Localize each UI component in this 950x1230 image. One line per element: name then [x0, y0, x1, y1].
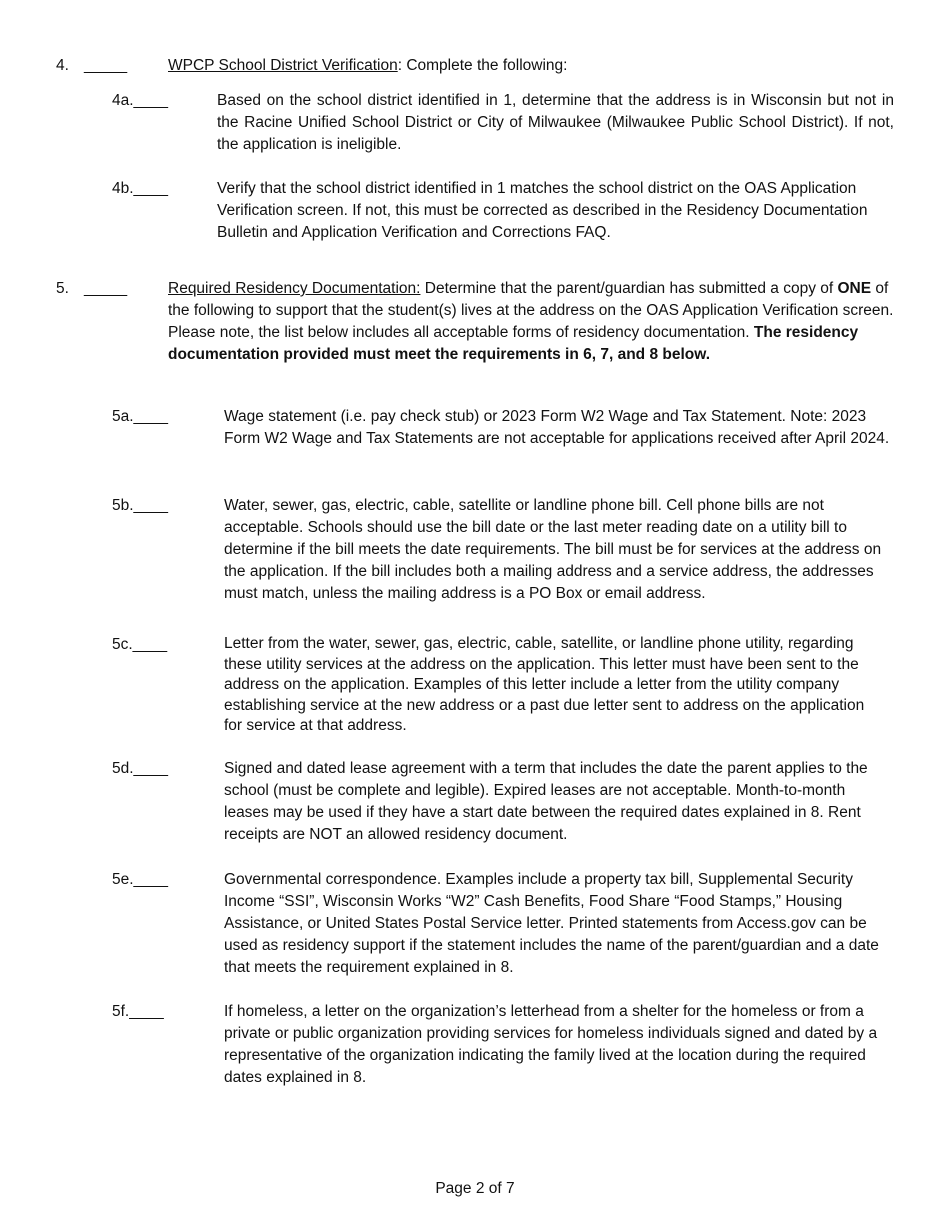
item-5f-label[interactable]: 5f.____ [112, 1003, 164, 1020]
item-5-paragraph [168, 278, 896, 366]
item-4-heading-rest: : Complete the following: [397, 57, 568, 74]
item-5a-label[interactable]: 5a.____ [112, 408, 169, 425]
item-4 [0, 55, 950, 79]
item-4-heading-line [168, 55, 908, 77]
item-5e-text: Governmental correspondence. Examples include a property tax bill, Supplemental Security Income “SSI”, Wisconsin Works “W2” Cash Benefits, Food Share “Food Stamps,” Housing Assistance, or United States Postal Service letter. Printed statements from Access.gov can be used as residency support if the statement includes the name of the parent/guardian and a date that meets the requirement explained in 8. [224, 871, 879, 976]
item-4b-text: Verify that the school district identified in 1 matches the school district on the OAS Application Verification screen. If not, this must be corrected as described in the Residency Documentation Bulletin and Application Verification and Corrections FAQ. [217, 180, 868, 241]
item-5a-text: Wage statement (i.e. pay check stub) or 2023 Form W2 Wage and Tax Statement. Note: 2023 Form W2 Wage and Tax Statements are not acceptable for applications received after April 2024. [224, 408, 890, 447]
item-4a-label[interactable]: 4a.____ [112, 92, 169, 109]
item-5e-label[interactable]: 5e.____ [112, 871, 169, 888]
item-5-bold-requirement: The residency documentation provided must meet the requirements in 6, 7, and 8 below. [168, 324, 859, 363]
item-5-number: 5. [56, 280, 69, 297]
item-4b-label[interactable]: 4b.____ [112, 180, 169, 197]
page-number: Page 2 of 7 [435, 1180, 515, 1197]
item-5-bold-one: ONE [837, 280, 872, 297]
item-5-heading: Required Residency Documentation: [168, 280, 421, 297]
item-4-number: 4. [56, 57, 69, 74]
item-5b-label[interactable]: 5b.____ [112, 497, 169, 514]
item-5b-text: Water, sewer, gas, electric, cable, satellite or landline phone bill. Cell phone bills are not acceptable. Schools should use the bill date or the last meter reading date on a utility bill to determine if the bill meets the date requirements. The bill must be for services at the address on the application. If the bill includes both a mailing address and a service address, the addresses must match, unless the mailing address is a PO Box or email address. [224, 497, 882, 602]
item-5f-text: If homeless, a letter on the organization’s letterhead from a shelter for the homeless or from a private or public organization providing services for homeless individuals signed and dated by a representative of the organization indicating the family lived at the location during the required dates explained in 8. [224, 1003, 878, 1086]
item-5d-text: Signed and dated lease agreement with a term that includes the date the parent applies to the school (must be complete and legible). Expired leases are not acceptable. Month-to-month leases may be used if they have a start date between the required dates explained in 8. Rent receipts are NOT an allowed residency document. [224, 760, 868, 843]
item-5c-label[interactable]: 5c.____ [112, 636, 168, 653]
item-5d-label[interactable]: 5d.____ [112, 760, 169, 777]
item-5-checkbox-blank[interactable]: _____ [84, 280, 128, 297]
item-5-text-part1: Determine that the parent/guardian has submitted a copy of [420, 280, 838, 297]
item-4-checkbox-blank[interactable]: _____ [84, 57, 128, 74]
item-5-text-part2: of the following to support that the student(s) lives at the address on the OAS Application Verification screen. Please note, the list below includes all acceptable forms of residency documentation. [168, 280, 894, 341]
item-5c-text: Letter from the water, sewer, gas, electric, cable, satellite, or landline phone utility, regarding these utility services at the address on the application. This letter must have been sent to the address on the application. Examples of this letter include a letter from the utility company establishing service at the new address or a past due letter sent to address on the application for service at that address. [224, 635, 865, 734]
item-4-heading: WPCP School District Verification [168, 57, 398, 74]
item-4a-text: Based on the school district identified in 1, determine that the address is in Wisconsin but not in the Racine Unified School District or City of Milwaukee (Milwaukee Public School District). If not, the application is ineligible. [217, 92, 894, 153]
